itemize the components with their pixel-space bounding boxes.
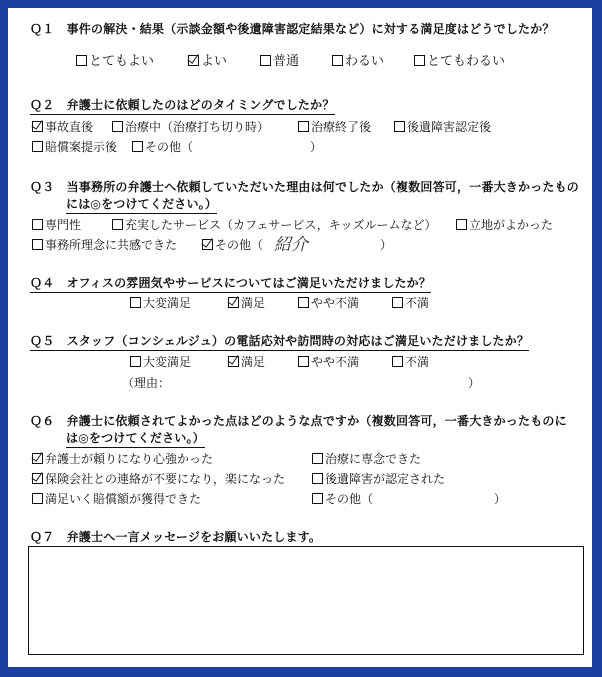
q5-option-very-satisfied[interactable]: 大変満足 bbox=[130, 353, 191, 370]
q2-option-during-treatment[interactable]: 治療中（治療打ち切り時） bbox=[112, 118, 269, 135]
checked-checkbox-icon[interactable] bbox=[228, 356, 239, 367]
checkbox-icon[interactable] bbox=[312, 473, 323, 484]
checkbox-icon[interactable] bbox=[298, 121, 309, 132]
q6-option-other[interactable]: その他（ bbox=[312, 490, 373, 507]
q3-option-expertise[interactable]: 専門性 bbox=[32, 216, 81, 233]
q1-option-normal[interactable]: 普通 bbox=[260, 50, 299, 69]
q4-option-very-satisfied[interactable]: 大変満足 bbox=[130, 294, 191, 311]
q5-option-satisfied[interactable]: 満足 bbox=[228, 353, 265, 370]
checkbox-icon[interactable] bbox=[132, 141, 143, 152]
q6-option-certified[interactable]: 後遺障害が認定された bbox=[312, 470, 445, 487]
q2-option-after-certification[interactable]: 後遺障害認定後 bbox=[394, 118, 491, 135]
checked-checkbox-icon[interactable] bbox=[32, 453, 43, 464]
q4-option-somewhat-dissatisfied[interactable]: やや不満 bbox=[298, 294, 359, 311]
q1-option-good[interactable]: よい bbox=[188, 50, 227, 69]
checked-checkbox-icon[interactable] bbox=[188, 55, 199, 66]
checkbox-icon[interactable] bbox=[394, 121, 405, 132]
q1-option-bad[interactable]: わるい bbox=[332, 50, 384, 69]
q2-other-close: ） bbox=[310, 140, 323, 154]
q4-option-dissatisfied[interactable]: 不満 bbox=[392, 294, 429, 311]
checked-checkbox-icon[interactable] bbox=[202, 239, 213, 250]
q5-title: Ｑ５ スタッフ（コンシェルジュ）の電話応対や訪問時の対応はご満足いただけましたか？ bbox=[30, 332, 529, 351]
checkbox-icon[interactable] bbox=[76, 55, 87, 66]
q3-title-line2: には◎をつけてください。） bbox=[66, 195, 217, 214]
checkbox-icon[interactable] bbox=[332, 55, 343, 66]
checkbox-icon[interactable] bbox=[456, 219, 467, 230]
checkbox-icon[interactable] bbox=[32, 219, 43, 230]
q3-option-other[interactable]: その他（ bbox=[202, 236, 263, 253]
q7-title: Ｑ７ 弁護士へ一言メッセージをお願いいたします。 bbox=[30, 530, 322, 544]
checkbox-icon[interactable] bbox=[32, 141, 43, 152]
q3-option-philosophy[interactable]: 事務所理念に共感できた bbox=[32, 236, 177, 253]
checkbox-icon[interactable] bbox=[392, 297, 403, 308]
q6-title-line1: Ｑ６ 弁護士に依頼されてよかった点はどのような点ですか（複数回答可，一番大きかったものに bbox=[30, 414, 567, 428]
q2-option-after-proposal[interactable]: 賠償案提示後 bbox=[32, 138, 117, 155]
q6-other-close: ） bbox=[494, 492, 507, 506]
q5-option-somewhat-dissatisfied[interactable]: やや不満 bbox=[298, 353, 359, 370]
q5-option-dissatisfied[interactable]: 不満 bbox=[392, 353, 429, 370]
q3-option-services[interactable]: 充実したサービス（カフェサービス，キッズルームなど） bbox=[112, 216, 437, 233]
message-box[interactable] bbox=[28, 546, 584, 655]
checkbox-icon[interactable] bbox=[32, 493, 43, 504]
checkbox-icon[interactable] bbox=[112, 219, 123, 230]
q1-option-very-bad[interactable]: とてもわるい bbox=[414, 50, 505, 69]
q5-reason-label: （理由： bbox=[122, 376, 171, 390]
q2-option-other[interactable]: その他（ bbox=[132, 138, 193, 155]
checked-checkbox-icon[interactable] bbox=[228, 297, 239, 308]
q6-option-reliable[interactable]: 弁護士が頼りになり心強かった bbox=[32, 450, 213, 467]
q1-option-very-good[interactable]: とてもよい bbox=[76, 50, 154, 69]
checkbox-icon[interactable] bbox=[112, 121, 123, 132]
checkbox-icon[interactable] bbox=[32, 239, 43, 250]
q3-other-handwritten: 紹介 bbox=[274, 235, 308, 255]
checkbox-icon[interactable] bbox=[312, 493, 323, 504]
q3-title-line1: Ｑ３ 当事務所の弁護士へ依頼していただいた理由は何でしたか（複数回答可，一番大きかったもの bbox=[30, 180, 580, 194]
q6-option-no-insurer-contact[interactable]: 保険会社との連絡が不要になり，楽になった bbox=[32, 470, 285, 487]
checkbox-icon[interactable] bbox=[130, 297, 141, 308]
q6-option-focus-treatment[interactable]: 治療に専念できた bbox=[312, 450, 421, 467]
q6-title-line2: は◎をつけてください。） bbox=[66, 429, 205, 448]
q6-option-compensation[interactable]: 満足いく賠償額が獲得できた bbox=[32, 490, 201, 507]
q4-option-satisfied[interactable]: 満足 bbox=[228, 294, 265, 311]
checkbox-icon[interactable] bbox=[298, 356, 309, 367]
checkbox-icon[interactable] bbox=[298, 297, 309, 308]
checked-checkbox-icon[interactable] bbox=[32, 121, 43, 132]
q4-title: Ｑ４ オフィスの雰囲気やサービスについてはご満足いただけましたか？ bbox=[30, 274, 431, 293]
q3-option-location[interactable]: 立地がよかった bbox=[456, 216, 553, 233]
q5-reason-close: ） bbox=[468, 376, 481, 390]
checkbox-icon[interactable] bbox=[312, 453, 323, 464]
q2-option-right-after[interactable]: 事故直後 bbox=[32, 118, 93, 135]
survey-sheet bbox=[8, 8, 592, 667]
q2-title: Ｑ２ 弁護士に依頼したのはどのタイミングでしたか？ bbox=[30, 96, 335, 115]
checked-checkbox-icon[interactable] bbox=[32, 473, 43, 484]
q2-option-after-treatment[interactable]: 治療終了後 bbox=[298, 118, 371, 135]
q3-other-close: ） bbox=[380, 238, 393, 252]
checkbox-icon[interactable] bbox=[260, 55, 271, 66]
checkbox-icon[interactable] bbox=[414, 55, 425, 66]
checkbox-icon[interactable] bbox=[392, 356, 403, 367]
checkbox-icon[interactable] bbox=[130, 356, 141, 367]
q1-title: Ｑ１ 事件の解決・結果（示談金額や後遺障害認定結果など）に対する満足度はどうでしたか？ bbox=[30, 22, 555, 36]
